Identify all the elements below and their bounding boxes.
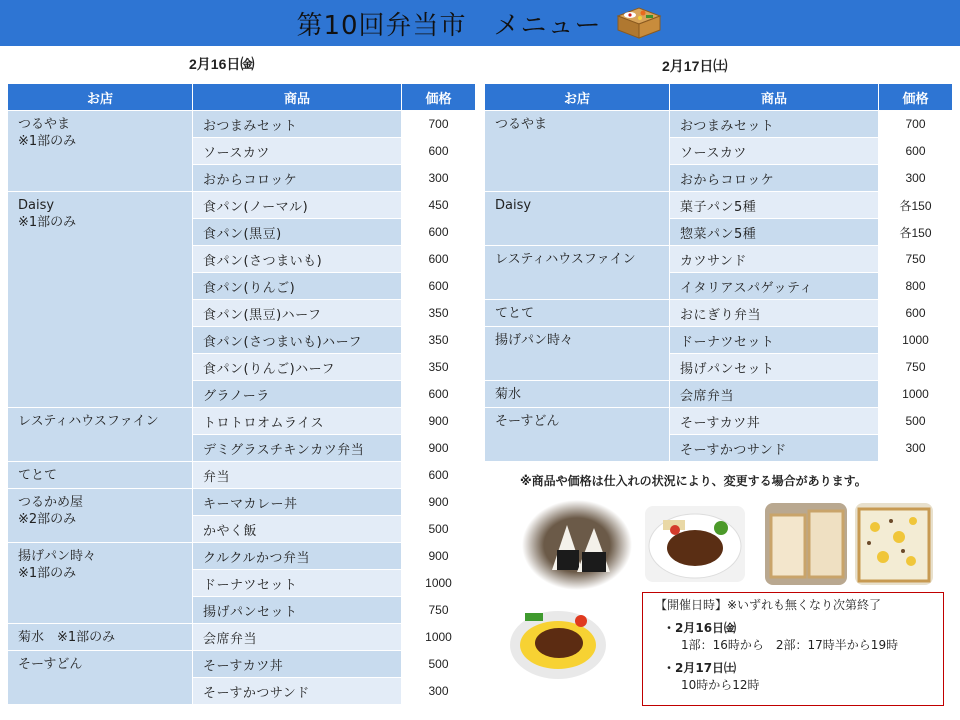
shop-name: 菊水 ※1部のみ: [18, 630, 116, 645]
shop-name: つるやま: [495, 117, 548, 132]
item-cell: そーすかつサンド: [193, 678, 402, 705]
table-row: [8, 408, 476, 435]
omurice-photo: [507, 605, 609, 683]
title-bar: [0, 0, 960, 46]
item-cell: そーすカツ丼: [670, 408, 879, 435]
item-cell: キーマカレー丼: [193, 489, 402, 516]
price-cell: 600: [402, 462, 476, 489]
left-menu-table: [7, 83, 476, 705]
price-cell: 300: [402, 165, 476, 192]
shop-cell: [485, 300, 670, 327]
shop-name: そーすどん: [495, 414, 560, 429]
price-notice: ※商品や価格は仕入れの状況により、変更する場合があります。: [520, 474, 867, 488]
page-title: 第10回弁当市 メニュー: [296, 10, 602, 41]
header-shop: お店: [8, 84, 193, 111]
price-cell: 600: [879, 300, 953, 327]
price-cell: 500: [402, 516, 476, 543]
shop-cell: [8, 543, 193, 624]
price-cell: 300: [879, 435, 953, 462]
table-row: [8, 489, 476, 516]
price-cell: 700: [879, 111, 953, 138]
table-row: [485, 408, 953, 435]
header-item: 商品: [193, 84, 402, 111]
item-cell: ソースカツ: [193, 138, 402, 165]
shop-name: レスティハウスファイン: [495, 252, 636, 267]
price-cell: 600: [402, 219, 476, 246]
day2-date: ・2月17日㈯: [663, 661, 737, 675]
item-cell: 菓子パン5種: [670, 192, 879, 219]
shop-name: つるかめ屋: [18, 495, 84, 510]
item-cell: 揚げパンセット: [193, 597, 402, 624]
header-item: 商品: [670, 84, 879, 111]
item-cell: 食パン(ノーマル): [193, 192, 402, 219]
bread-photo: [765, 503, 847, 585]
item-cell: 揚げパンセット: [670, 354, 879, 381]
price-cell: 800: [879, 273, 953, 300]
item-cell: おつまみセット: [670, 111, 879, 138]
table-row: [8, 192, 476, 219]
item-cell: 弁当: [193, 462, 402, 489]
price-cell: 各150: [879, 192, 953, 219]
table-row: [8, 462, 476, 489]
item-cell: ドーナツセット: [193, 570, 402, 597]
shop-name: 揚げパン時々: [495, 333, 574, 348]
item-cell: ソースカツ: [670, 138, 879, 165]
item-cell: 会席弁当: [193, 624, 402, 651]
shop-cell: [8, 192, 193, 408]
header-price: 価格: [402, 84, 476, 111]
item-cell: おつまみセット: [193, 111, 402, 138]
shop-cell: [485, 246, 670, 300]
right-menu-table: [484, 83, 953, 462]
item-cell: おにぎり弁当: [670, 300, 879, 327]
price-cell: 350: [402, 327, 476, 354]
price-cell: 900: [402, 435, 476, 462]
price-cell: 500: [402, 651, 476, 678]
item-cell: かやく飯: [193, 516, 402, 543]
shop-note: ※2部のみ: [18, 512, 77, 527]
item-cell: 食パン(りんご): [193, 273, 402, 300]
shop-name: つるやま: [18, 117, 71, 132]
price-cell: 各150: [879, 219, 953, 246]
shop-cell: [485, 381, 670, 408]
price-cell: 300: [402, 678, 476, 705]
price-cell: 350: [402, 354, 476, 381]
item-cell: イタリアスパゲッティ: [670, 273, 879, 300]
shop-cell: [8, 408, 193, 462]
price-cell: 1000: [879, 327, 953, 354]
price-cell: 1000: [402, 624, 476, 651]
shop-cell: [8, 111, 193, 192]
price-cell: 450: [402, 192, 476, 219]
item-cell: カツサンド: [670, 246, 879, 273]
shop-name: てとて: [18, 468, 58, 483]
item-cell: 食パン(黒豆): [193, 219, 402, 246]
price-cell: 900: [402, 408, 476, 435]
price-cell: 700: [402, 111, 476, 138]
info-title: 【開催日時】※いずれも無くなり次第終了: [655, 598, 882, 612]
shop-cell: [8, 489, 193, 543]
header-price: 価格: [879, 84, 953, 111]
shop-name: Daisy: [18, 198, 55, 213]
day1-date: ・2月16日㈮: [663, 621, 737, 635]
item-cell: グラノーラ: [193, 381, 402, 408]
table-row: [485, 381, 953, 408]
price-cell: 750: [879, 354, 953, 381]
day2-time: 10時から12時: [681, 678, 760, 692]
left-date: 2月16日㈮: [189, 56, 255, 72]
day1-time: 1部：16時から 2部：17時半から19時: [681, 638, 899, 652]
table-row: [485, 192, 953, 219]
shop-cell: [8, 624, 193, 651]
price-cell: 900: [402, 489, 476, 516]
cutlet-photo: [645, 506, 745, 582]
shop-note: ※1部のみ: [18, 566, 77, 581]
item-cell: 食パン(黒豆)ハーフ: [193, 300, 402, 327]
item-cell: おからコロッケ: [670, 165, 879, 192]
shop-note: ※1部のみ: [18, 215, 77, 230]
table-row: [8, 111, 476, 138]
price-cell: 600: [402, 273, 476, 300]
item-cell: 会席弁当: [670, 381, 879, 408]
item-cell: そーすかつサンド: [670, 435, 879, 462]
shop-cell: [8, 651, 193, 705]
shop-name: Daisy: [495, 198, 532, 213]
item-cell: 食パン(りんご)ハーフ: [193, 354, 402, 381]
item-cell: 食パン(さつまいも)ハーフ: [193, 327, 402, 354]
price-cell: 1000: [879, 381, 953, 408]
shop-name: レスティハウスファイン: [18, 414, 159, 429]
sweet-potato-bread-photo: [855, 503, 933, 585]
price-cell: 600: [402, 381, 476, 408]
price-cell: 900: [402, 543, 476, 570]
bento-box-icon: [614, 6, 664, 40]
price-cell: 1000: [402, 570, 476, 597]
shop-cell: [8, 462, 193, 489]
price-cell: 500: [879, 408, 953, 435]
item-cell: そーすカツ丼: [193, 651, 402, 678]
shop-cell: [485, 111, 670, 192]
table-row: [8, 624, 476, 651]
table-row: [485, 327, 953, 354]
shop-name: 揚げパン時々: [18, 549, 97, 564]
table-row: [8, 543, 476, 570]
right-date: 2月17日㈯: [662, 58, 728, 74]
item-cell: 惣菜パン5種: [670, 219, 879, 246]
item-cell: デミグラスチキンカツ弁当: [193, 435, 402, 462]
header-shop: お店: [485, 84, 670, 111]
event-info-box: [642, 592, 944, 706]
table-row: [485, 246, 953, 273]
price-cell: 350: [402, 300, 476, 327]
price-cell: 600: [402, 138, 476, 165]
price-cell: 750: [879, 246, 953, 273]
item-cell: ドーナツセット: [670, 327, 879, 354]
shop-note: ※1部のみ: [18, 134, 77, 149]
price-cell: 600: [402, 246, 476, 273]
shop-name: そーすどん: [18, 657, 83, 672]
shop-cell: [485, 408, 670, 462]
price-cell: 300: [879, 165, 953, 192]
item-cell: クルクルかつ弁当: [193, 543, 402, 570]
shop-cell: [485, 327, 670, 381]
shop-cell: [485, 192, 670, 246]
shop-name: てとて: [495, 306, 535, 321]
table-row: [485, 300, 953, 327]
item-cell: おからコロッケ: [193, 165, 402, 192]
table-row: [8, 651, 476, 678]
table-row: [485, 111, 953, 138]
onigiri-photo: [522, 500, 632, 590]
item-cell: 食パン(さつまいも): [193, 246, 402, 273]
price-cell: 750: [402, 597, 476, 624]
item-cell: トロトロオムライス: [193, 408, 402, 435]
price-cell: 600: [879, 138, 953, 165]
shop-name: 菊水: [495, 387, 522, 402]
